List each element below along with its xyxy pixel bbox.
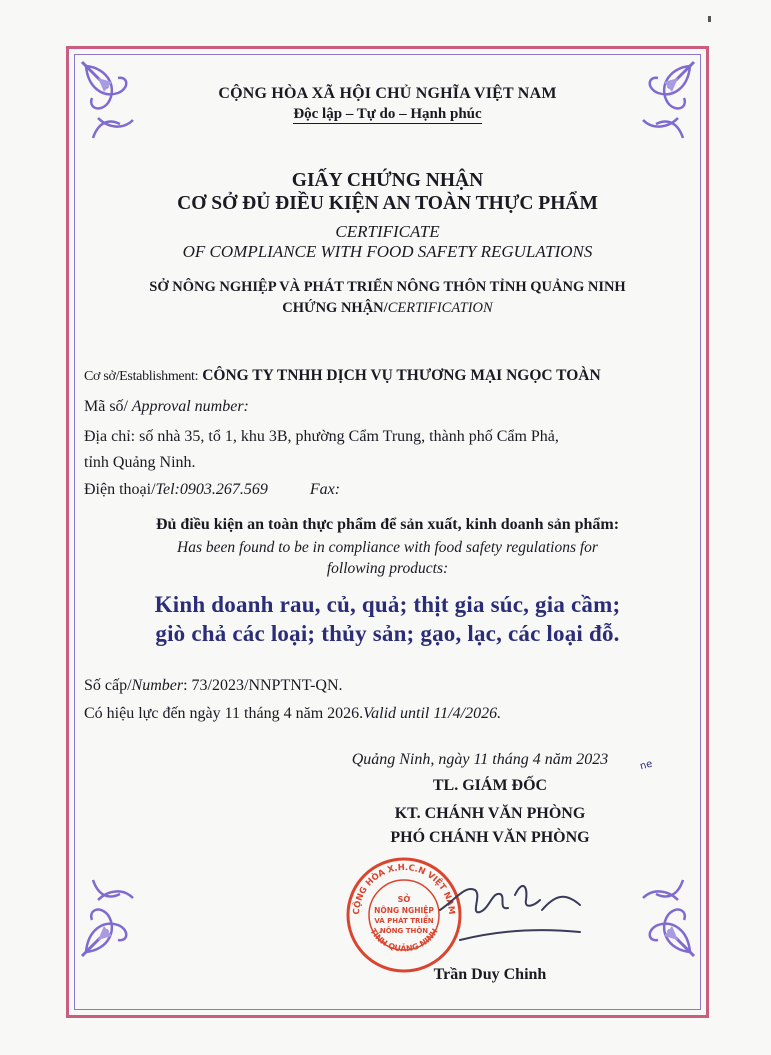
eligibility-statement-en-1: Has been found to be in compliance with food safety regulations for xyxy=(177,539,598,556)
national-motto-text: Độc lập – Tự do – Hạnh phúc xyxy=(293,106,482,122)
phone-row xyxy=(84,481,340,499)
establishment-name: CÔNG TY TNHH DỊCH VỤ THƯƠNG MẠI NGỌC TOÀN xyxy=(202,367,601,384)
establishment-label: Cơ sở/Establishment: xyxy=(84,369,199,384)
handwritten-signature xyxy=(430,870,590,950)
paper-speck xyxy=(708,16,711,22)
approval-number-row xyxy=(84,398,249,416)
certificate-number: : 73/2023/NNPTNT-QN. xyxy=(183,677,343,694)
approval-label-vn: Mã số/ xyxy=(84,398,128,415)
validity-en: Valid until 11/4/2026. xyxy=(363,705,502,722)
certificate-title-vn: GIẤY CHỨNG NHẬN xyxy=(291,170,484,191)
products-line-1: Kinh doanh rau, củ, quả; thịt gia súc, gia cầm; xyxy=(154,592,621,617)
phone-label-vn: Điện thoại/ xyxy=(84,481,156,498)
corner-ornament-top-right xyxy=(628,58,698,148)
seal-ring-top: CỘNG HÒA X.H.C.N VIỆT NAM xyxy=(351,862,457,916)
issue-date: Quảng Ninh, ngày 11 tháng 4 năm 2023 xyxy=(351,751,609,768)
address-line-1: Địa chỉ: số nhà 35, tổ 1, khu 3B, phường Cẩm Trung, thành phố Cẩm Phả, xyxy=(84,428,559,445)
eligibility-statement-en-2: following products: xyxy=(326,560,449,577)
certificate-subtitle-en: OF COMPLIANCE WITH FOOD SAFETY REGULATIONS xyxy=(182,242,593,261)
number-label-vn: Số cấp/ xyxy=(84,677,132,694)
certification-label xyxy=(74,300,701,317)
seal-center-3: VÀ PHÁT TRIỂN xyxy=(374,917,434,925)
eligibility-statement-vn: Đủ điều kiện an toàn thực phẩm để sản xuất, kinh doanh sản phẩm: xyxy=(155,516,620,533)
seal-center-4: NÔNG THÔN xyxy=(379,927,429,935)
certification-label-en: CERTIFICATION xyxy=(387,300,493,316)
national-motto xyxy=(74,106,701,123)
certificate-subtitle-vn: CƠ SỞ ĐỦ ĐIỀU KIỆN AN TOÀN THỰC PHẨM xyxy=(177,193,598,214)
products-line-2: giò chả các loại; thủy sản; gạo, lạc, các loại đỗ. xyxy=(155,621,620,646)
corner-ornament-top-left xyxy=(78,58,148,148)
signer-name: Trần Duy Chinh xyxy=(433,966,547,983)
signatory-title-2: KT. CHÁNH VĂN PHÒNG xyxy=(394,805,586,822)
republic-heading: CỘNG HÒA XÃ HỘI CHỦ NGHĨA VIỆT NAM xyxy=(218,85,557,102)
signatory-title-1: TL. GIÁM ĐỐC xyxy=(432,777,548,794)
handwritten-initial: ne xyxy=(638,758,654,773)
certification-label-vn: CHỨNG NHẬN/ xyxy=(282,300,388,316)
establishment-row xyxy=(84,367,601,385)
validity-row xyxy=(84,705,501,723)
phone-number: 0903.267.569 xyxy=(179,481,268,498)
corner-ornament-bottom-right xyxy=(628,870,698,960)
validity-vn: Có hiệu lực đến ngày 11 tháng 4 năm 2026. xyxy=(84,705,364,722)
seal-center-2: NÔNG NGHIỆP xyxy=(374,906,434,915)
certificate-title-en: CERTIFICATE xyxy=(335,222,440,241)
seal-center-1: SỞ xyxy=(397,895,411,904)
corner-ornament-bottom-left xyxy=(78,870,148,960)
address-line-2: tỉnh Quảng Ninh. xyxy=(84,454,196,471)
fax-label: Fax: xyxy=(309,481,341,498)
number-label-en: Number xyxy=(131,677,184,694)
issuing-authority: SỞ NÔNG NGHIỆP VÀ PHÁT TRIỂN NÔNG THÔN TỈNH QUẢNG NINH xyxy=(149,279,626,295)
signatory-title-3: PHÓ CHÁNH VĂN PHÒNG xyxy=(390,829,590,846)
certificate-number-row xyxy=(84,677,343,695)
seal-ring-bottom: TỈNH QUẢNG NINH xyxy=(368,926,440,954)
approval-label-en: Approval number: xyxy=(128,398,249,415)
phone-label-en: Tel: xyxy=(155,481,180,498)
